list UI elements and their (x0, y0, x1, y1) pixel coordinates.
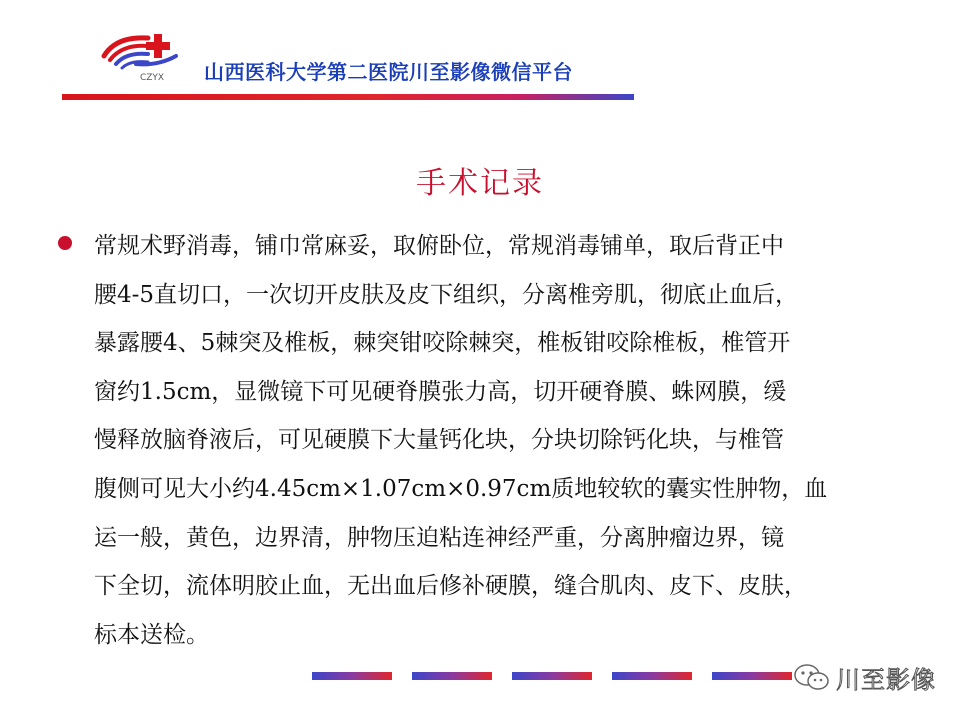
header-divider-bar (62, 94, 634, 100)
bullet-dot-icon (58, 236, 72, 250)
logo-caption: CZYX (139, 73, 165, 83)
footer-bar-4 (612, 672, 692, 680)
footer-bar-1 (312, 672, 392, 680)
footer-bar-3 (512, 672, 592, 680)
watermark-text: 川至影像 (836, 665, 936, 694)
header-title: 山西医科大学第二医院川至影像微信平台 (204, 60, 573, 84)
surgery-record-paragraph: 常规术野消毒，铺巾常麻妥，取俯卧位，常规消毒铺单，取后背正中 腰4-5直切口，一次切开皮肤及皮下组织，分离椎旁肌，彻底止血后， 暴露腰4、5棘突及椎板，棘突钳咬除棘突，椎板钳咬除椎板，椎管开 窗约1.5cm，显微镜下可见硬脊膜张力高，切开硬脊膜、蛛网膜，缓 慢释放脑脊液后，可见硬膜下大量钙化块，分块切除钙化块，与椎管 腹侧可见大小约4.45cm×1.07cm×0.97cm质地较软的囊实性肿物，血 运一般，黄色，边界清，肿物压迫粘连神经严重，分离肿瘤边界，镜 下全切，流体明胶止血，无出血后修补硬膜，缝合肌肉、皮下、皮肤， 标本送检。 (94, 233, 828, 648)
footer-bar-5 (712, 672, 792, 680)
hospital-logo-icon (96, 26, 186, 84)
header (0, 0, 960, 110)
footer-bar-2 (412, 672, 492, 680)
watermark (792, 660, 936, 694)
wechat-icon (792, 662, 832, 692)
footer-decoration (312, 672, 792, 680)
slide-title: 手术记录 (416, 166, 544, 201)
